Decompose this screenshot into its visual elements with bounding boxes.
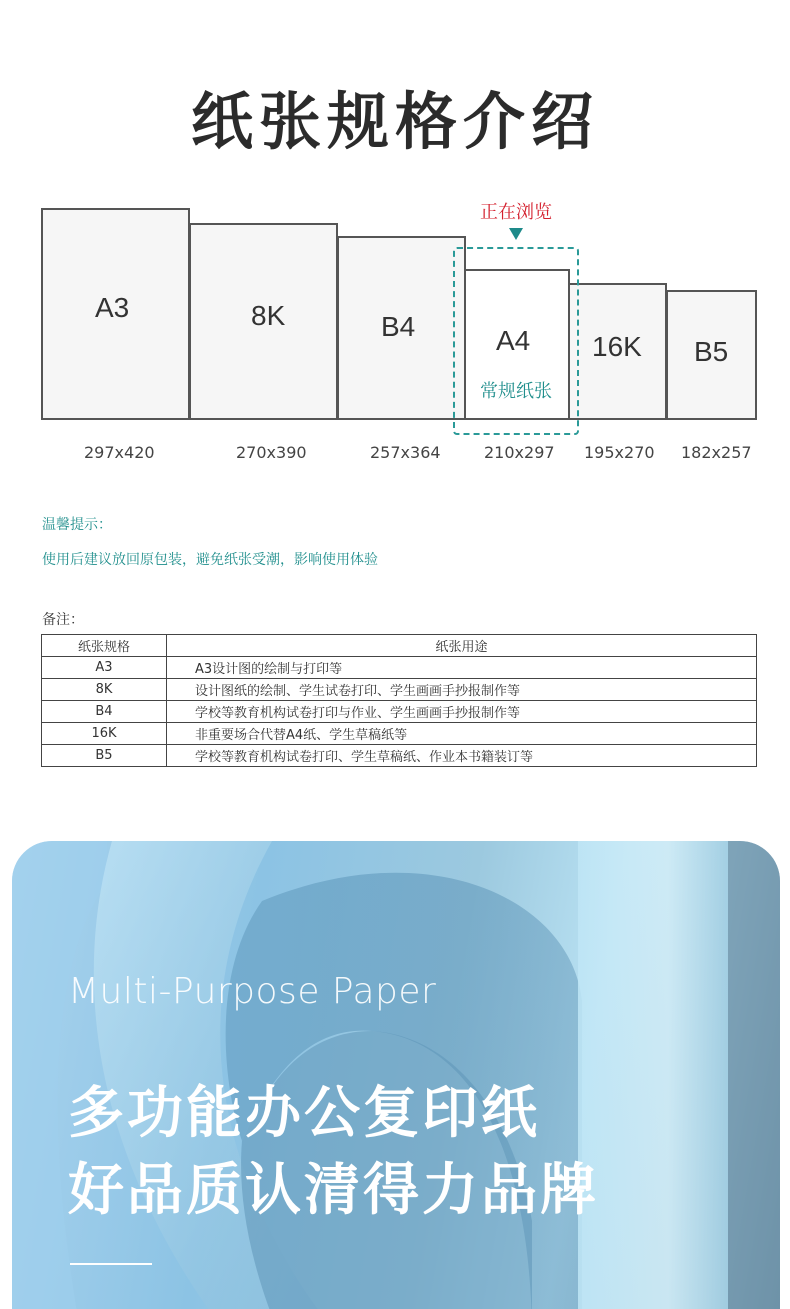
dims-b5: 182x257 <box>681 443 752 462</box>
dims-b4: 257x364 <box>370 443 441 462</box>
sheet-label-a3: A3 <box>95 292 130 323</box>
dims-16k: 195x270 <box>584 443 655 462</box>
table-cell-size: B4 <box>42 701 167 723</box>
a4-subtitle: 常规纸张 <box>480 381 552 402</box>
table-header-row <box>42 635 757 657</box>
table-cell-size: A3 <box>42 657 167 679</box>
product-banner <box>12 841 780 1309</box>
down-arrow-icon <box>509 228 523 240</box>
sheet-label-b5: B5 <box>694 336 729 367</box>
table-header-size: 纸张规格 <box>42 635 167 657</box>
table-cell-size: 16K <box>42 723 167 745</box>
page-title: 纸张规格介绍 <box>190 85 599 158</box>
current-selection-box <box>453 247 579 435</box>
table-row <box>42 657 757 679</box>
browsing-label: 正在浏览 <box>480 202 552 223</box>
banner-headline-line2: 好品质认清得力品牌 <box>68 1158 599 1223</box>
table-cell-size: B5 <box>42 745 167 767</box>
dims-8k: 270x390 <box>236 443 307 462</box>
sheet-label-b4: B4 <box>381 311 416 342</box>
note-label: 备注： <box>42 612 84 628</box>
table-row <box>42 679 757 701</box>
sheet-label-a4: A4 <box>496 325 531 356</box>
table-cell-size: 8K <box>42 679 167 701</box>
dims-a3: 297x420 <box>84 443 155 462</box>
banner-divider <box>70 1263 152 1265</box>
table-cell-usage: 学校等教育机构试卷打印与作业、学生画画手抄报制作等 <box>167 701 757 723</box>
table-cell-usage: A3设计图的绘制与打印等 <box>167 657 757 679</box>
paper-usage-table <box>41 634 757 767</box>
table-cell-usage: 非重要场合代替A4纸、学生草稿纸等 <box>167 723 757 745</box>
banner-headline-line1: 多功能办公复印纸 <box>68 1081 540 1146</box>
tip-text: 使用后建议放回原包装，避免纸张受潮，影响使用体验 <box>42 552 378 568</box>
table-row <box>42 745 757 767</box>
tip-title: 温馨提示： <box>42 517 112 533</box>
banner-english-title: Multi-Purpose Paper <box>68 971 437 1012</box>
table-row <box>42 701 757 723</box>
table-cell-usage: 设计图纸的绘制、学生试卷打印、学生画画手抄报制作等 <box>167 679 757 701</box>
table-header-usage: 纸张用途 <box>167 635 757 657</box>
table-row <box>42 723 757 745</box>
sheet-label-16k: 16K <box>592 331 642 362</box>
sheet-label-8k: 8K <box>251 300 286 331</box>
dims-a4: 210x297 <box>484 443 555 462</box>
table-cell-usage: 学校等教育机构试卷打印、学生草稿纸、作业本书籍装订等 <box>167 745 757 767</box>
